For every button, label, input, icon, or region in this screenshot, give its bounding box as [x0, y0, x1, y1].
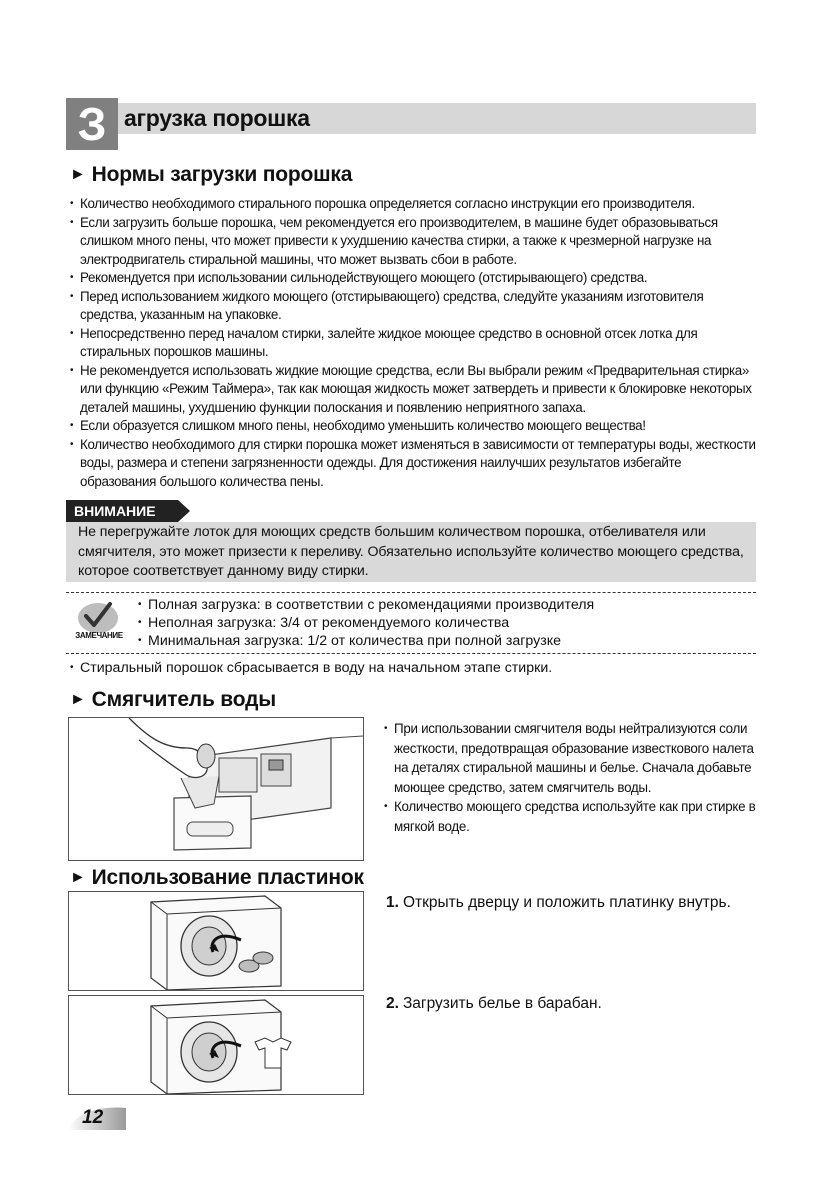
chapter-title: агрузка порошка [124, 105, 310, 131]
section-title-softener [70, 688, 276, 712]
machine-laundry-image [69, 996, 363, 1094]
list-item: • Неполная загрузка: 3/4 от рекомендуемого количества [138, 614, 748, 632]
detergent-drawer-image [69, 718, 363, 860]
warning-label: ВНИМАНИЕ [66, 500, 178, 522]
list-item: • Рекомендуется при использовании сильнодействующего моющего (отстирывающего) средства. [70, 269, 760, 288]
triangle-bullet-icon: ► [70, 166, 86, 183]
chapter-letter-box: З [66, 98, 118, 150]
list-item: • Полная загрузка: в соответствии с рекомендациями производителя [138, 596, 748, 614]
norms-bullet-list [70, 195, 760, 491]
list-item: • Количество необходимого для стирки порошка может изменяться в зависимости от температуры воды, жесткости воды, размера и степени загрязненности одежды. Для достижения наилучших результатов избегайте образования большого количества пены. [70, 436, 760, 492]
note-list [138, 596, 748, 650]
note-icon [74, 598, 124, 644]
step-text: Открыть дверцу и положить платинку внутрь. [402, 894, 731, 911]
note-icon-label: ЗАМЕЧАНИЕ [75, 631, 123, 640]
tablets-step-1 [386, 893, 756, 913]
triangle-bullet-icon: ► [70, 691, 86, 708]
list-item: • Непосредственно перед началом стирки, залейте жидкое моющее средство в основной отсек лотка для стиральных порошков машины. [70, 325, 760, 362]
warning-text: Не перегружайте лоток для моющих средств большим количеством порошка, отбеливателя или смягчителя, это может призести к переливу. Обязательно используйте количество моющего средства, которое соответствует данному виду стирки. [78, 524, 744, 579]
page-number: 12 [82, 1107, 104, 1128]
list-item: • Не рекомендуется использовать жидкие моющие средства, если Вы выбрали режим «Предварительная стирка» или функцию «Режим Таймера», так как моющая жидкость может затвердеть и привести к блокировке некоторых деталей машины, ухудшению функции полоскания и появлению неприятного запаха. [70, 362, 760, 418]
list-item: • Минимальная загрузка: 1/2 от количества при полной загрузке [138, 632, 748, 650]
list-item: • При использовании смягчителя воды нейтрализуются соли жесткости, предотвращая образование известкового налета на деталях стиральной машины и белье. Сначала добавьте моющее средство, затем смягчитель воды. [384, 719, 756, 797]
step-number: 2. [386, 995, 399, 1012]
list-item: • Количество моющего средства используйте как при стирке в мягкой воде. [384, 797, 756, 836]
tablets-illustration-1 [68, 891, 364, 991]
list-item: • Количество необходимого стирального порошка определяется согласно инструкции его производителя. [70, 195, 760, 214]
tablets-illustration-2 [68, 995, 364, 1095]
step-number: 1. [386, 894, 399, 911]
note-after [70, 659, 760, 677]
list-item: • Если загрузить больше порошка, чем рекомендуется его производителем, в машине будет образовываться слишком много пены, что может привести к ухудшению качества стирки, а также к чрезмерной нагрузке на электродвигатель стиральной машины, что может вызвать сбои в работе. [70, 214, 760, 270]
section-title-text: Использование пластинок [91, 866, 364, 889]
divider [66, 653, 756, 654]
section-title-norms [70, 163, 352, 187]
tablets-step-2 [386, 994, 756, 1014]
section-title-text: Смягчитель воды [91, 688, 276, 711]
softener-bullet-list [384, 719, 756, 836]
divider [66, 592, 756, 593]
step-text: Загрузить белье в барабан. [402, 995, 602, 1012]
list-item: • Если образуется слишком много пены, необходимо уменьшить количество моющего вещества! [70, 417, 760, 436]
softener-illustration [68, 717, 364, 861]
section-title-tablets [70, 866, 364, 890]
list-item: • Стиральный порошок сбрасывается в воду на начальном этапе стирки. [70, 659, 760, 677]
triangle-bullet-icon: ► [70, 869, 86, 886]
page-number-badge [66, 1104, 128, 1134]
machine-tablets-image [69, 892, 363, 990]
section-title-text: Нормы загрузки порошка [91, 163, 353, 186]
list-item: • Перед использованием жидкого моющего (отстирывающего) средства, следуйте указаниям изготовителя средства, указанным на упаковке. [70, 288, 760, 325]
